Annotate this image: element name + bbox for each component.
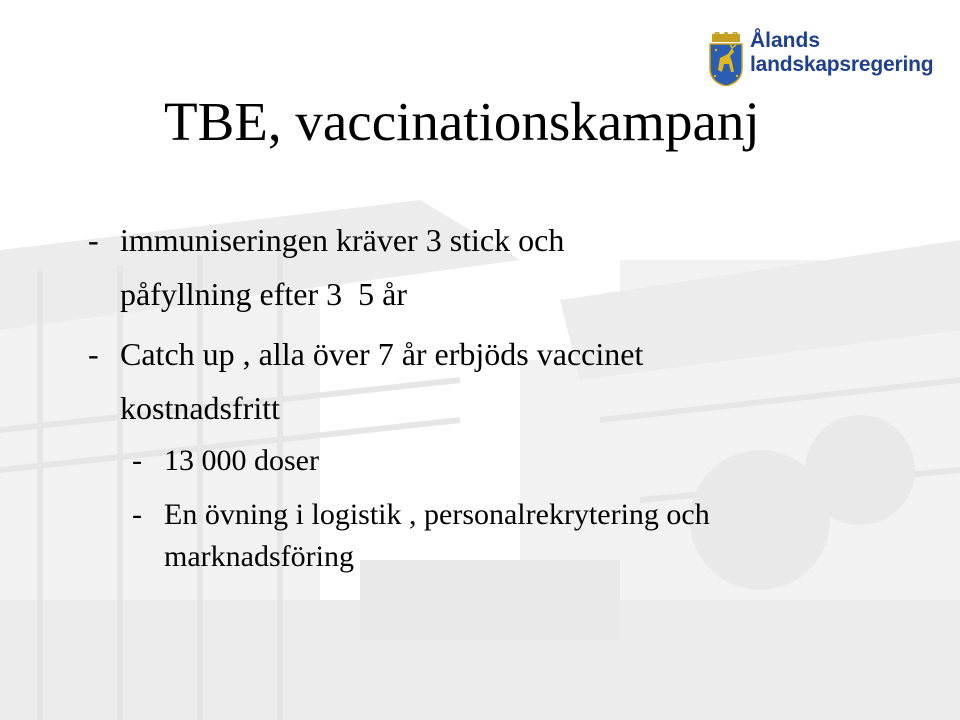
coat-of-arms-icon <box>708 32 744 86</box>
bullet-1-line-2: påfyllning efter 3 5 år <box>120 276 407 312</box>
bullet-2-line-2: kostnadsfritt <box>120 390 280 426</box>
aland-government-logo <box>708 29 934 92</box>
subbullet-1-line-1: 13 000 doser <box>164 444 319 477</box>
logo-text-line1: Ålands <box>750 29 821 52</box>
logo-text-line2: landskapsregering <box>750 53 934 76</box>
bullet-1-line-1: immuniseringen kräver 3 stick och <box>120 222 565 258</box>
subbullet-marker: - <box>132 444 142 477</box>
subbullet-2-line-1: En övning i logistik , personalrekrytering och <box>164 498 710 531</box>
bullet-2-line-1: Catch up , alla över 7 år erbjöds vaccinet <box>120 336 644 372</box>
subbullet-2-line-2: marknadsföring <box>164 540 354 573</box>
slide-title: TBE, vaccinationskampanj <box>164 91 760 152</box>
bullet-marker: - <box>88 222 99 258</box>
bullet-marker: - <box>88 336 99 372</box>
subbullet-marker: - <box>132 498 142 531</box>
